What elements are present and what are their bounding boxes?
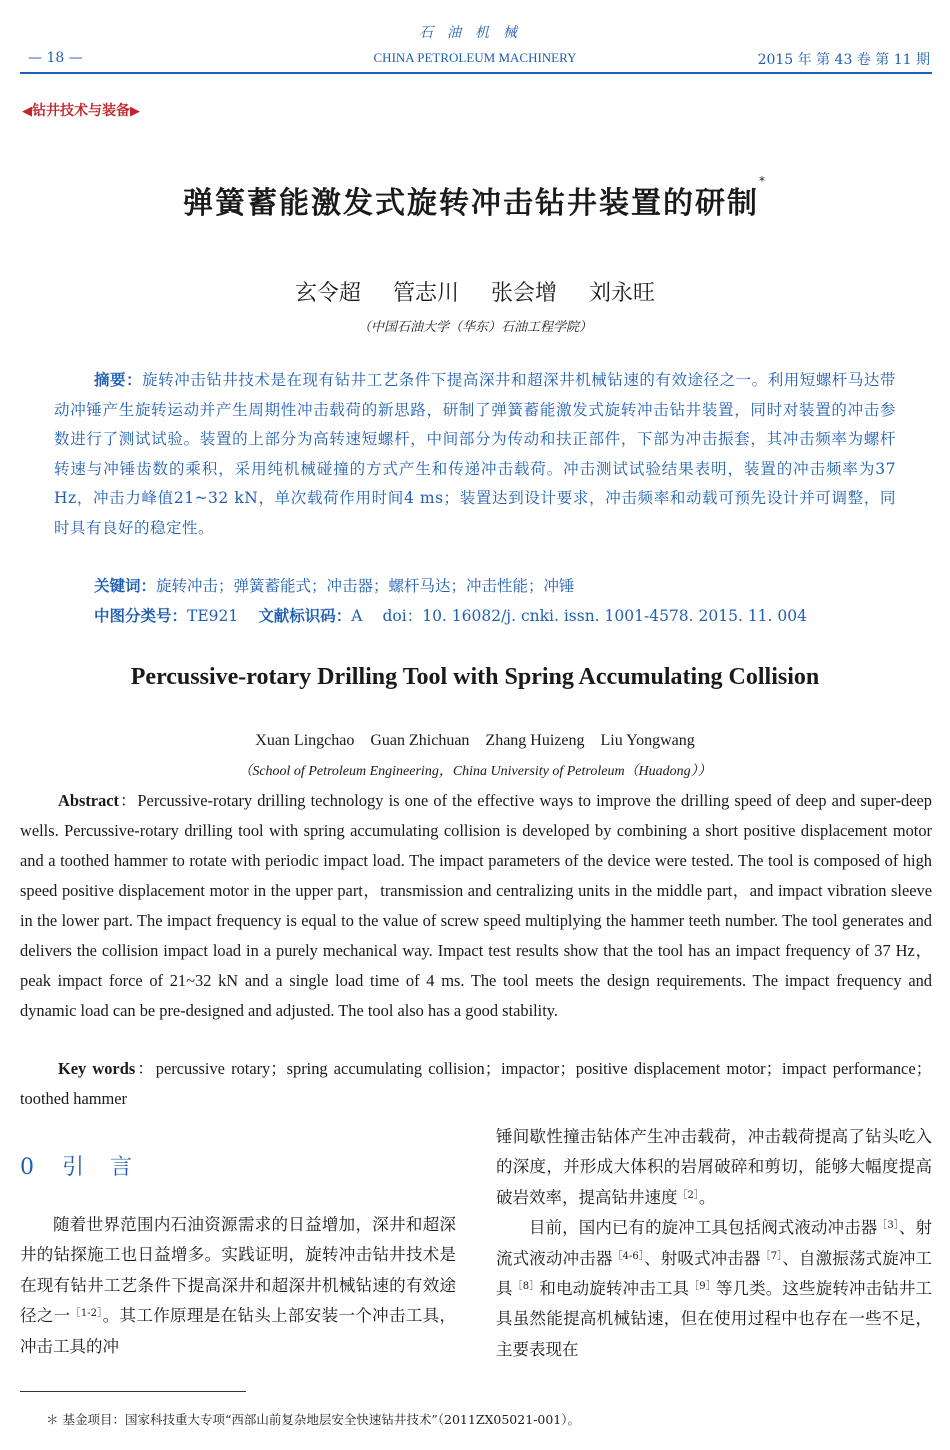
abstract-en-label: Abstract <box>58 791 119 810</box>
paragraph-text: 。 <box>698 1187 716 1207</box>
paragraph-text: 等几类。这些旋转冲击钻井工具虽然能提高机械钻速，但在使用过程中也存在一些不足，主要表现在 <box>496 1279 932 1359</box>
paragraph-text: 和电动旋转冲击工具 <box>539 1279 690 1299</box>
author: 玄令超 <box>294 281 361 306</box>
title-text: 弹簧蓄能激发式旋转冲击钻井装置的研制 <box>183 186 759 221</box>
keywords-cn-text: 旋转冲击；弹簧蓄能式；冲击器；螺杆马达；冲击性能；冲锤 <box>156 577 575 595</box>
keywords-en <box>20 1054 932 1114</box>
authors-cn <box>0 276 950 307</box>
affiliation-en: （School of Petroleum Engineering，China University of Petroleum（Huadong）） <box>238 764 712 779</box>
keywords-en-text: ：percussive rotary；spring accumulating collision；impactor；positive displacement motor；impact performance；toothed hammer <box>20 1059 932 1108</box>
paragraph-text: 锤间歇性撞击钻体产生冲击载荷，冲击载荷提高了钻头吃入的深度，并形成大体积的岩屑破碎和剪切，能够大幅度提高破岩效率，提高钻井速度 <box>496 1127 932 1207</box>
citation: ［8］ <box>512 1281 540 1293</box>
doc-code-label: 文献标识码： <box>258 607 352 625</box>
citation: ［2］ <box>677 1189 699 1201</box>
author: 刘永旺 <box>589 281 656 306</box>
header-rule <box>20 72 932 74</box>
paragraph-text: 目前，国内已有的旋冲工具包括阀式液动冲击器 <box>529 1218 878 1238</box>
section-heading-intro <box>20 1150 158 1181</box>
body-column-left <box>20 1210 456 1362</box>
footnote-rule <box>20 1391 246 1392</box>
left-triangle-icon: ◀ <box>22 104 32 119</box>
paragraph-text: 。其工作原理是在钻头上部安装一个冲击工具，冲击工具的冲 <box>20 1306 457 1356</box>
title-en: Percussive-rotary Drilling Tool with Spring Accumulating Collision <box>130 664 820 690</box>
abstract-en-text: ：Percussive-rotary drilling technology is one of the effective ways to improve the drilling speed of deep and super-deep wells. Percussive-rotary drilling tool with spring accumulating collision is developed by combining a short positive displacement motor and a toothed hammer to rotate with periodic impact load. The impact parameters of the device were tested. The tool is composed of high speed positive displacement motor in the upper part，transmission and centralizing units in the middle part，and impact vibration sleeve in the lower part. The impact frequency is equal to the value of screw speed multiplying the hammer teeth number. The tool generates and delivers the collision impact load in a purely mechanical way. Impact test results show that the tool has an impact frequency of 37 Hz，peak impact force of 21~32 kN and a single load time of 4 ms. The tool meets the design requirements. The impact frequency and dynamic load can be pre-designed and adjusted. The tool also has a good stability. <box>20 791 932 1020</box>
author-en: Zhang Huizeng <box>485 732 585 749</box>
page-number: — 18 — <box>28 50 83 66</box>
right-triangle-icon: ▶ <box>130 104 140 119</box>
clc-label: 中图分类号： <box>94 607 188 625</box>
issue-info: 2015 年 第 43 卷 第 11 期 <box>757 52 930 68</box>
section-tag-label: 钻井技术与装备 <box>32 103 130 119</box>
doi-label: doi： <box>382 607 423 625</box>
keywords-cn-label: 关键词： <box>94 577 157 595</box>
citation: ［3］ <box>877 1220 899 1232</box>
paragraph-text: 、射吸式冲击器 <box>644 1248 761 1268</box>
classification-line <box>94 604 807 626</box>
author-en: Xuan Lingchao <box>255 732 355 749</box>
abstract-cn <box>54 366 896 544</box>
citation: ［7］ <box>760 1250 783 1262</box>
keywords-cn <box>94 574 575 596</box>
paragraph-text: 、射流式液动冲击器 <box>496 1218 933 1268</box>
section-number: 0 <box>20 1155 34 1180</box>
abstract-cn-label: 摘要： <box>94 371 143 389</box>
abstract-cn-text: 旋转冲击钻井技术是在现有钻井工艺条件下提高深井和超深井机械钻速的有效途径之一。利用短螺杆马达带动冲锤产生旋转运动并产生周期性冲击载荷的新思路，研制了弹簧蓄能激发式旋转冲击钻井装置，同时对装置的冲击参数进行了测试试验。装置的上部分为高转速短螺杆，中间部分为传动和扶正部件，下部为冲击振套，其冲击频率为螺杆转速与冲锤齿数的乘积，采用纯机械碰撞的方式产生和传递冲击载荷。冲击测试试验结果表明，装置的冲击频率为37 Hz，冲击力峰值21~32 kN，单次载荷作用时间4 ms；装置达到设计要求，冲击频率和动载可预先设计并可调整，同时具有良好的稳定性。 <box>54 371 896 537</box>
keywords-en-label: Key words <box>58 1059 136 1078</box>
paragraph <box>496 1213 932 1365</box>
footnote: ＊ 基金项目：国家科技重大专项“西部山前复杂地层安全快速钻井技术”（2011ZX05021-001）。 <box>46 1412 580 1427</box>
author: 管志川 <box>392 281 459 306</box>
paragraph <box>496 1122 932 1213</box>
citation: ［1-2］ <box>70 1308 103 1320</box>
page-title <box>0 174 950 222</box>
journal-name-cn: 石油机械 <box>419 25 531 41</box>
doc-code: A <box>351 607 363 625</box>
paragraph-text: 、自激振荡式旋冲工具 <box>496 1248 933 1299</box>
body-column-right <box>496 1122 932 1365</box>
journal-name-en: CHINA PETROLEUM MACHINERY <box>373 50 577 65</box>
citation: ［4-6］ <box>612 1250 645 1262</box>
author-en: Guan Zhichuan <box>370 732 470 749</box>
section-tag <box>22 100 140 120</box>
author-en: Liu Yongwang <box>600 732 695 749</box>
footnote-marker: * <box>759 174 767 188</box>
doi-value: 10. 16082/j. cnki. issn. 1001-4578. 2015. 11. 004 <box>422 607 807 625</box>
author: 张会增 <box>491 281 558 306</box>
citation: ［9］ <box>689 1281 716 1293</box>
paragraph-text: 随着世界范围内石油资源需求的日益增加，深井和超深井的钻探施工也日益增多。实践证明，旋转冲击钻井技术是在现有钻井工艺条件下提高深井和超深井机械钻速的有效途径之一 <box>20 1215 456 1326</box>
section-title: 引言 <box>62 1155 159 1180</box>
affiliation-cn: （中国石油大学（华东）石油工程学院） <box>357 320 592 335</box>
authors-en <box>0 732 950 750</box>
clc-code: TE921 <box>187 607 239 625</box>
abstract-en <box>20 786 932 1026</box>
